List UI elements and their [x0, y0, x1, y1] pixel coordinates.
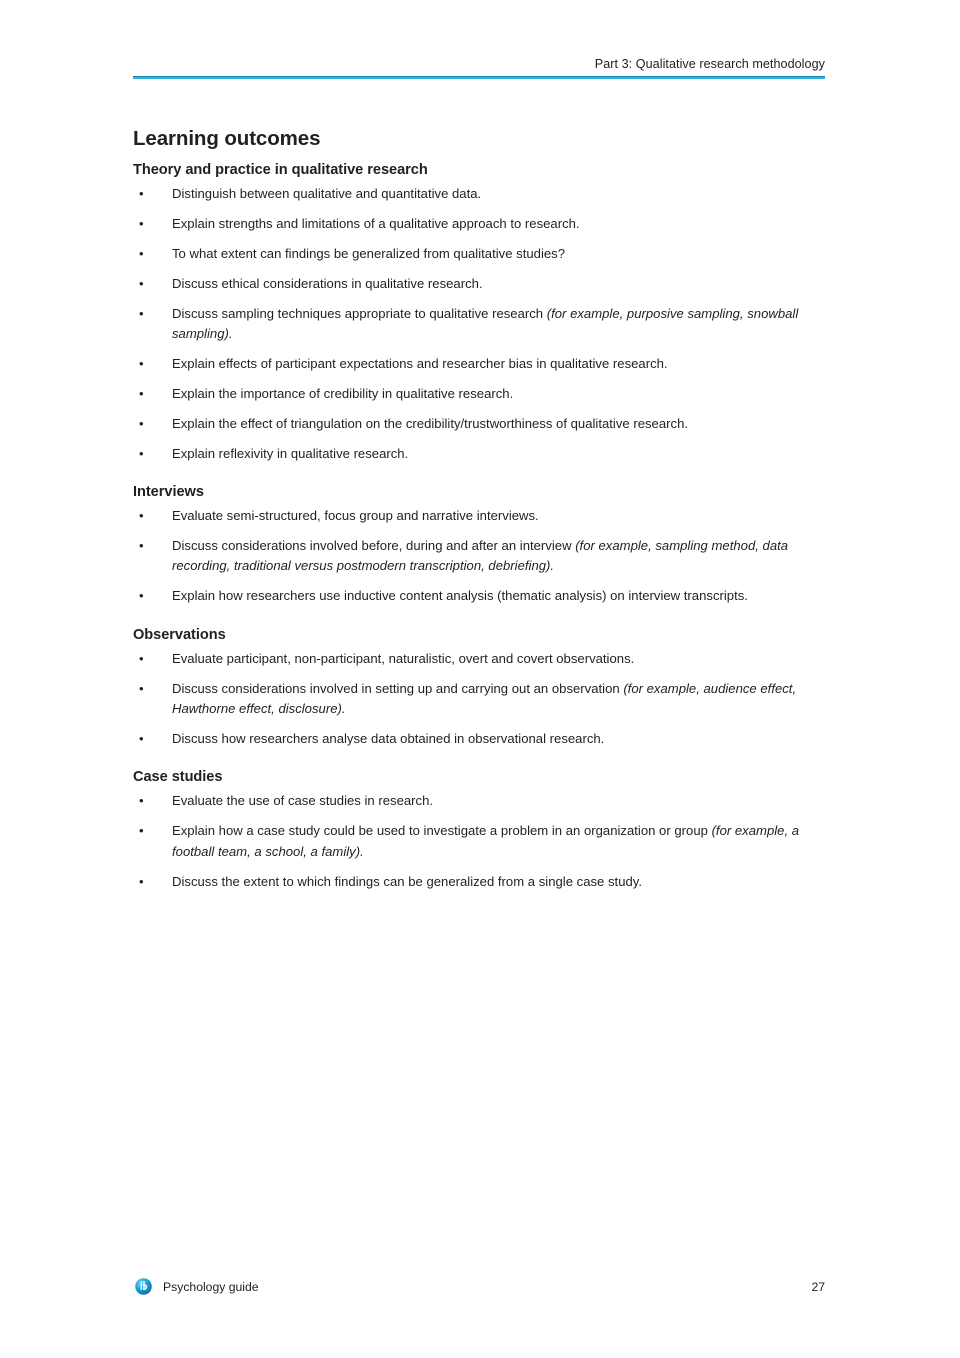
list-item-example-text: (for example, purposive sampling, snowball sampling). — [172, 305, 799, 342]
list-item-text: Explain reflexivity in qualitative research. — [172, 445, 409, 461]
list-item-text: Explain the effect of triangulation on the credibility/trustworthiness of qualitative research. — [172, 415, 689, 431]
list-item-text: Evaluate the use of case studies in research. — [172, 793, 434, 809]
list-item-text: Explain how researchers use inductive content analysis (thematic analysis) on interview transcripts. — [172, 588, 748, 604]
bullet-marker: • — [139, 730, 144, 746]
list-item — [133, 506, 825, 526]
page-number: 27 — [811, 1280, 825, 1294]
list-item — [133, 679, 825, 720]
bullet-marker: • — [139, 275, 144, 291]
bullet-marker: • — [139, 537, 144, 553]
bullet-marker: • — [139, 355, 144, 371]
bullet-marker: • — [139, 445, 144, 461]
header-title: Part 3: Qualitative research methodology — [594, 57, 825, 71]
list-item — [133, 649, 825, 669]
list-item — [133, 354, 825, 374]
bullet-marker: • — [139, 650, 144, 666]
sections-container — [133, 161, 825, 892]
list-item-text: Evaluate semi-structured, focus group and narrative interviews. — [172, 508, 539, 524]
ib-logo-icon — [135, 1278, 152, 1295]
list-item — [133, 274, 825, 294]
list-item-text: Discuss the extent to which findings can be generalized from a single case study. — [172, 873, 643, 889]
header-rule — [133, 76, 825, 79]
list-item-text: Discuss ethical considerations in qualitative research. — [172, 275, 483, 291]
bullet-marker: • — [139, 873, 144, 889]
learning-outcomes-list — [133, 791, 825, 892]
bullet-marker: • — [139, 245, 144, 261]
list-item-example-text: (for example, a football team, a school, a family). — [172, 823, 800, 859]
bullet-marker: • — [139, 793, 144, 809]
bullet-marker: • — [139, 385, 144, 401]
list-item — [133, 184, 825, 204]
list-item — [133, 414, 825, 434]
page-title: Learning outcomes — [133, 127, 321, 150]
learning-outcomes-list — [133, 649, 825, 750]
section-heading: Case studies — [133, 769, 223, 786]
list-item-text: To what extent can findings be generalized from qualitative studies? — [172, 245, 565, 261]
bullet-marker: • — [139, 823, 144, 839]
list-item — [133, 244, 825, 264]
learning-outcomes-list — [133, 506, 825, 607]
list-item — [133, 444, 825, 464]
list-item-example-text: (for example, audience effect, Hawthorne effect, disclosure). — [172, 680, 797, 716]
bullet-marker: • — [139, 415, 144, 431]
section-heading: Interviews — [133, 484, 204, 501]
learning-outcomes-list — [133, 184, 825, 464]
section-heading: Theory and practice in qualitative research — [133, 162, 428, 178]
list-item — [133, 586, 825, 606]
running-header — [133, 56, 825, 79]
list-item — [133, 791, 825, 811]
list-item-text: Distinguish between qualitative and quantitative data. — [172, 186, 482, 201]
list-item — [133, 384, 825, 404]
list-item-example-text: (for example, sampling method, data recording, traditional versus postmodern transcription, debriefing). — [172, 537, 789, 574]
list-item — [133, 536, 825, 577]
bullet-marker: • — [139, 215, 144, 231]
list-item — [133, 872, 825, 892]
bullet-marker: • — [139, 186, 144, 201]
list-item — [133, 821, 825, 862]
bullet-marker: • — [139, 680, 144, 696]
bullet-marker: • — [139, 508, 144, 524]
list-item-text: Explain strengths and limitations of a qualitative approach to research. — [172, 215, 580, 231]
footer-label: Psychology guide — [163, 1280, 259, 1294]
list-item-text: Evaluate participant, non-participant, naturalistic, overt and covert observations. — [172, 650, 635, 666]
list-item-text: Discuss sampling techniques appropriate to qualitative research — [172, 305, 547, 321]
page-footer — [133, 1278, 825, 1300]
list-item-text: Discuss considerations involved before, during and after an interview — [172, 537, 576, 553]
section-heading: Observations — [133, 626, 226, 643]
list-item — [133, 729, 825, 749]
list-item-text: Explain the importance of credibility in qualitative research. — [172, 385, 514, 401]
list-item-text: Discuss how researchers analyse data obtained in observational research. — [172, 730, 605, 746]
bullet-marker: • — [139, 305, 144, 321]
list-item-text: Explain effects of participant expectations and researcher bias in qualitative research. — [172, 355, 668, 371]
bullet-marker: • — [139, 588, 144, 604]
list-item-text: Discuss considerations involved in setting up and carrying out an observation — [172, 680, 624, 696]
list-item-text: Explain how a case study could be used to investigate a problem in an organization or group — [172, 823, 712, 839]
main-content — [133, 126, 825, 892]
list-item — [133, 214, 825, 234]
list-item — [133, 304, 825, 345]
